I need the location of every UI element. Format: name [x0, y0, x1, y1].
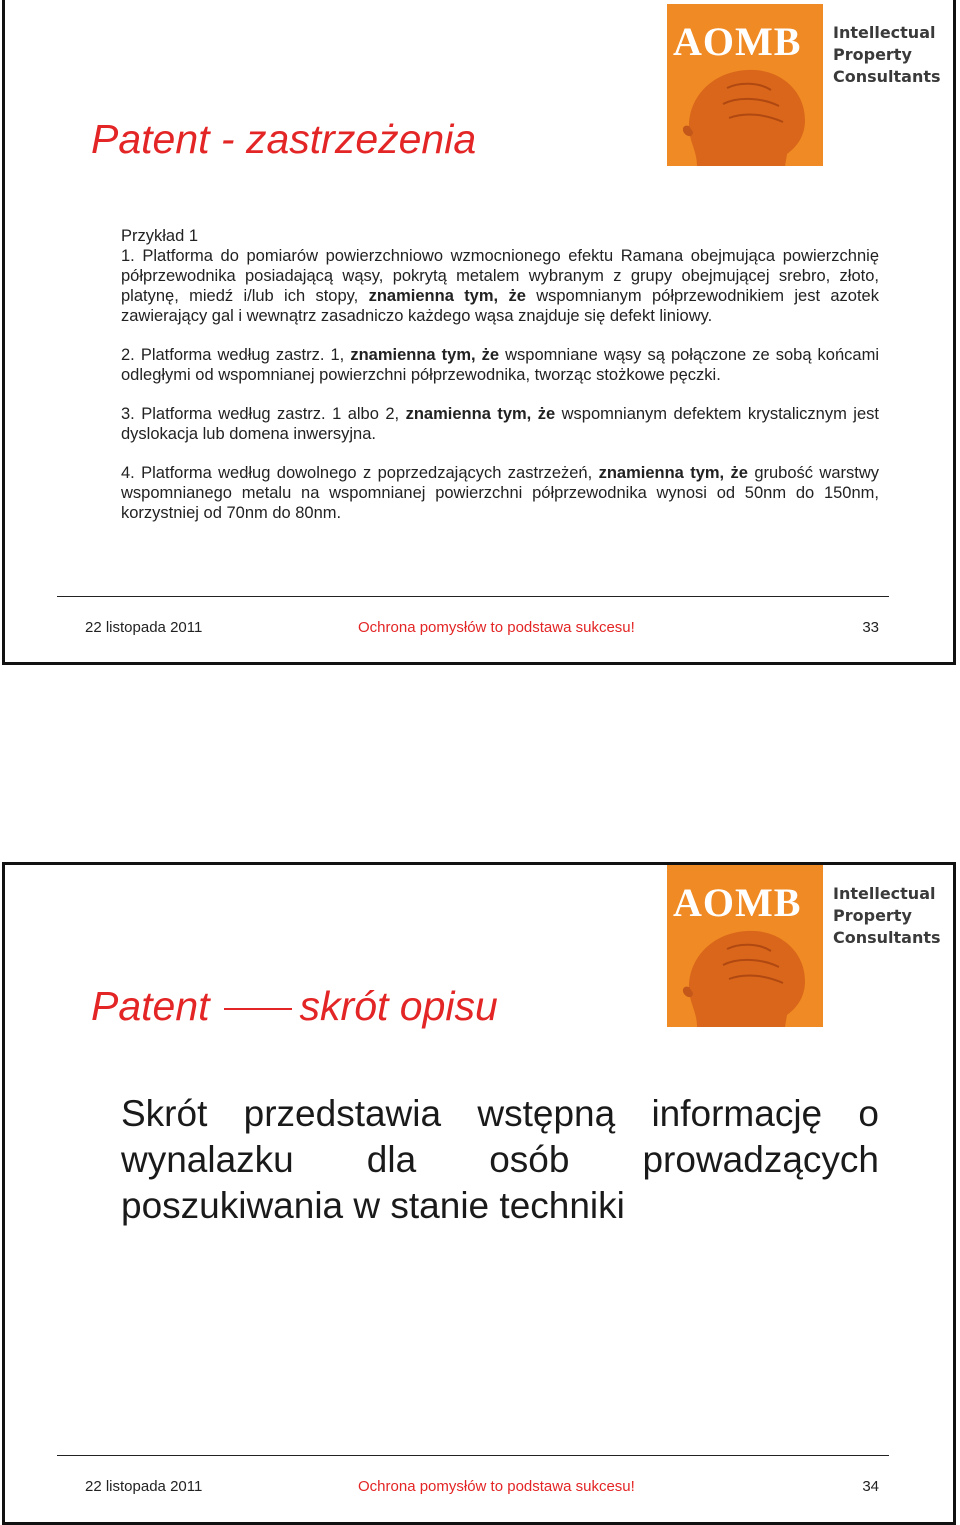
page-number: 33	[862, 619, 879, 636]
claim-keyword: znamienna tym, że	[598, 464, 748, 482]
claim-text: 4. Platforma według dowolnego z poprzedzających zastrzeżeń,	[121, 464, 599, 482]
footer-divider	[57, 596, 889, 597]
logo-tagline-line: Consultants	[833, 67, 941, 86]
claim-1	[121, 226, 879, 326]
claim-text: 3. Platforma według zastrz. 1 albo 2,	[121, 405, 406, 423]
claim-text: wspomniane wąsy są połączone ze sobą końcami odległymi od wspomnianej powierzchni półprzewodnika, tworząc stożkowe pęczki.	[121, 346, 879, 384]
footer-date: 22 listopada 2011	[85, 619, 203, 636]
claim-text: 1. Platforma do pomiarów powierzchniowo wzmocnionego efektu Ramana obejmująca powierzchnię półprzewodnika posiadającą wąsy, pokrytą metalem wybranym z grupy obejmującej srebro, złoto, platynę, miedź i/lub ich stopy,	[121, 247, 879, 305]
logo-tagline-line: Property	[833, 45, 912, 64]
logo-tagline-line: Intellectual	[833, 884, 936, 903]
claim-keyword: znamienna tym, że	[368, 287, 526, 305]
page-number: 34	[862, 1478, 879, 1495]
footer-date: 22 listopada 2011	[85, 1478, 203, 1495]
slide-33	[2, 0, 956, 665]
claims-list	[121, 226, 879, 542]
slide-title-right: skrót opisu	[299, 983, 498, 1029]
footer-slogan: Ochrona pomysłów to podstawa sukcesu!	[358, 1478, 635, 1495]
claim-4	[121, 463, 879, 523]
logo-tagline-line: Property	[833, 906, 912, 925]
title-dash	[224, 1008, 292, 1010]
head-profile-icon	[667, 919, 823, 1027]
logo-orange-block	[667, 865, 823, 1027]
slide-title: Patent - zastrzeżenia	[91, 116, 477, 162]
claim-3	[121, 404, 879, 444]
claim-text: 2. Platforma według zastrz. 1,	[121, 346, 351, 364]
slide-34	[2, 862, 956, 1525]
claim-keyword: znamienna tym, że	[405, 405, 556, 423]
logo-wordmark: AOMB	[673, 880, 802, 925]
logo-tagline-line: Intellectual	[833, 23, 936, 42]
head-profile-icon	[667, 58, 823, 166]
logo-tagline-line: Consultants	[833, 928, 941, 947]
slide-title	[91, 983, 498, 1030]
slide-title-left: Patent	[91, 983, 210, 1029]
claim-keyword: znamienna tym, że	[350, 346, 500, 364]
claim-text: wspomnianym półprzewodnikiem jest azotek zawierający gal i wewnątrz zasadniczo każdego wąsa znajduje się defekt liniowy.	[121, 287, 879, 325]
example-label: Przykład 1	[121, 227, 199, 245]
logo-orange-block	[667, 4, 823, 166]
logo-tagline	[833, 883, 941, 949]
claim-2	[121, 345, 879, 385]
aomb-logo	[667, 865, 953, 1027]
footer-slogan: Ochrona pomysłów to podstawa sukcesu!	[358, 619, 635, 636]
logo-wordmark: AOMB	[673, 19, 802, 64]
claim-text: wspomnianym defektem krystalicznym jest dyslokacja lub domena inwersyjna.	[121, 405, 879, 443]
footer-divider	[57, 1455, 889, 1456]
claim-text: grubość warstwy wspomnianego metalu na wspomnianej powierzchni półprzewodnika wynosi od 50nm do 150nm, korzystniej od 70nm do 80nm.	[121, 464, 879, 522]
aomb-logo	[667, 4, 953, 166]
logo-tagline	[833, 22, 941, 88]
abstract-definition: Skrót przedstawia wstępną informację o wynalazku dla osób prowadzących poszukiwania w stanie techniki	[121, 1093, 879, 1226]
